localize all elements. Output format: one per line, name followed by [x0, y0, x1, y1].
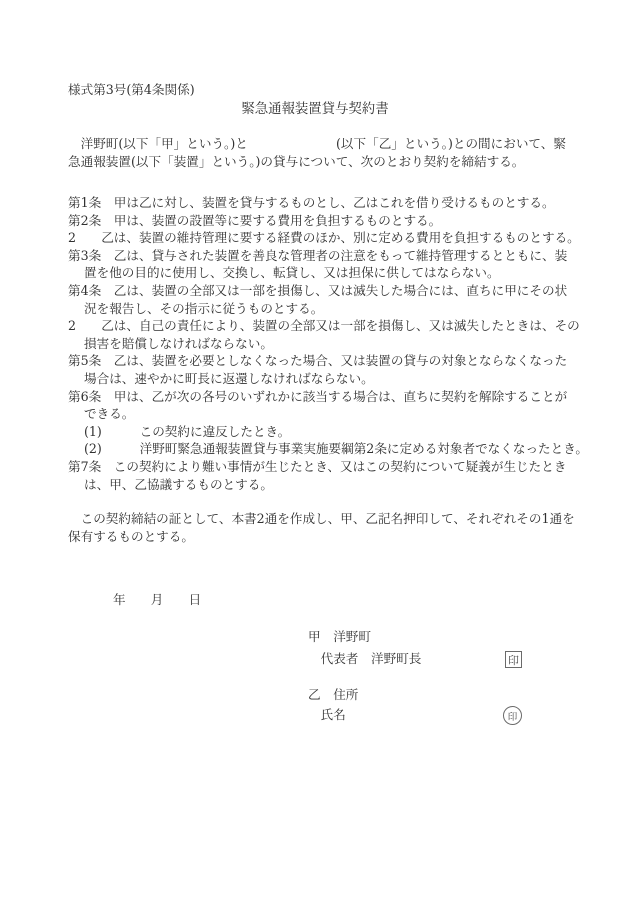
- party-a-signature-block: [308, 626, 421, 670]
- party-b-signature-block: [308, 685, 358, 725]
- body-line: 場合は、速やかに町長に返還しなければならない。: [84, 370, 374, 386]
- party-a-representative-line: 代表者 洋野町長: [308, 651, 422, 666]
- body-line-article2: 第2条 甲は、装置の設置等に要する費用を負担するものとする。: [68, 212, 442, 228]
- date-fill-in-line: 年 月 日: [113, 592, 202, 607]
- intro-line: 急通報装置(以下「装置」という。)の貸与について、次のとおり契約を締結する。: [68, 153, 525, 169]
- closing-paragraph: [68, 510, 575, 545]
- body-line-article4: 第4条 乙は、装置の全部又は一部を損傷し、又は滅失した場合には、直ちに甲にその状: [68, 282, 568, 298]
- body-line-article3: 第3条 乙は、貸与された装置を善良な管理者の注意をもって維持管理するとともに、装: [68, 247, 568, 263]
- closing-line: この契約締結の証として、本書2通を作成し、甲、乙記名押印して、それぞれその1通を: [68, 511, 575, 526]
- document-title: 緊急通報装置貸与契約書: [241, 102, 389, 117]
- body-line-article1: 第1条 甲は乙に対し、装置を貸与するものとし、乙はこれを借り受けるものとする。: [68, 195, 555, 210]
- articles-section: [68, 194, 588, 493]
- body-line: 損害を賠償しなければならない。: [84, 335, 273, 351]
- body-line-article2-2: 2 乙は、装置の維持管理に要する経費のほか、別に定める費用を負担するものとする。: [68, 230, 580, 246]
- body-line: は、甲、乙協議するものとする。: [84, 476, 273, 492]
- body-line-article6: 第6条 甲は、乙が次の各号のいずれかに該当する場合は、直ちに契約を解除することが: [68, 388, 568, 404]
- closing-line: 保有するものとする。: [68, 528, 194, 544]
- body-line-article5: 第5条 乙は、装置を必要としなくなった場合、又は装置の貸与の対象とならなくなった: [68, 353, 568, 369]
- body-line: 置を他の目的に使用し、交換し、転貸し、又は担保に供してはならない。: [84, 265, 500, 281]
- party-b-name-line: 氏名: [308, 707, 346, 722]
- party-a-seal-icon: 印: [505, 651, 522, 668]
- intro-line: 洋野町(以下「甲」という。)と (以下「乙」という。)との間において、緊: [68, 136, 566, 151]
- body-line: 況を報告し、その指示に従うものとする。: [84, 300, 324, 316]
- body-line-article7: 第7条 この契約により難い事情が生じたとき、又はこの契約について疑義が生じたとき: [68, 458, 567, 474]
- intro-paragraph: [68, 135, 568, 170]
- body-line-article4-2: 2 乙は、自己の責任により、装置の全部又は一部を損傷し、又は滅失したときは、その: [68, 318, 580, 334]
- party-a-name-line: 甲 洋野町: [308, 629, 371, 644]
- body-line: できる。: [84, 406, 135, 422]
- form-number: 様式第3号(第4条関係): [68, 82, 195, 97]
- body-line-item1: (1) この契約に違反したとき。: [84, 423, 291, 439]
- body-line-item2: (2) 洋野町緊急通報装置貸与事業実施要綱第2条に定める対象者でなくなったとき。: [84, 441, 588, 457]
- party-b-seal-icon: 印: [503, 706, 522, 725]
- party-b-address-line: 乙 住所: [308, 687, 359, 702]
